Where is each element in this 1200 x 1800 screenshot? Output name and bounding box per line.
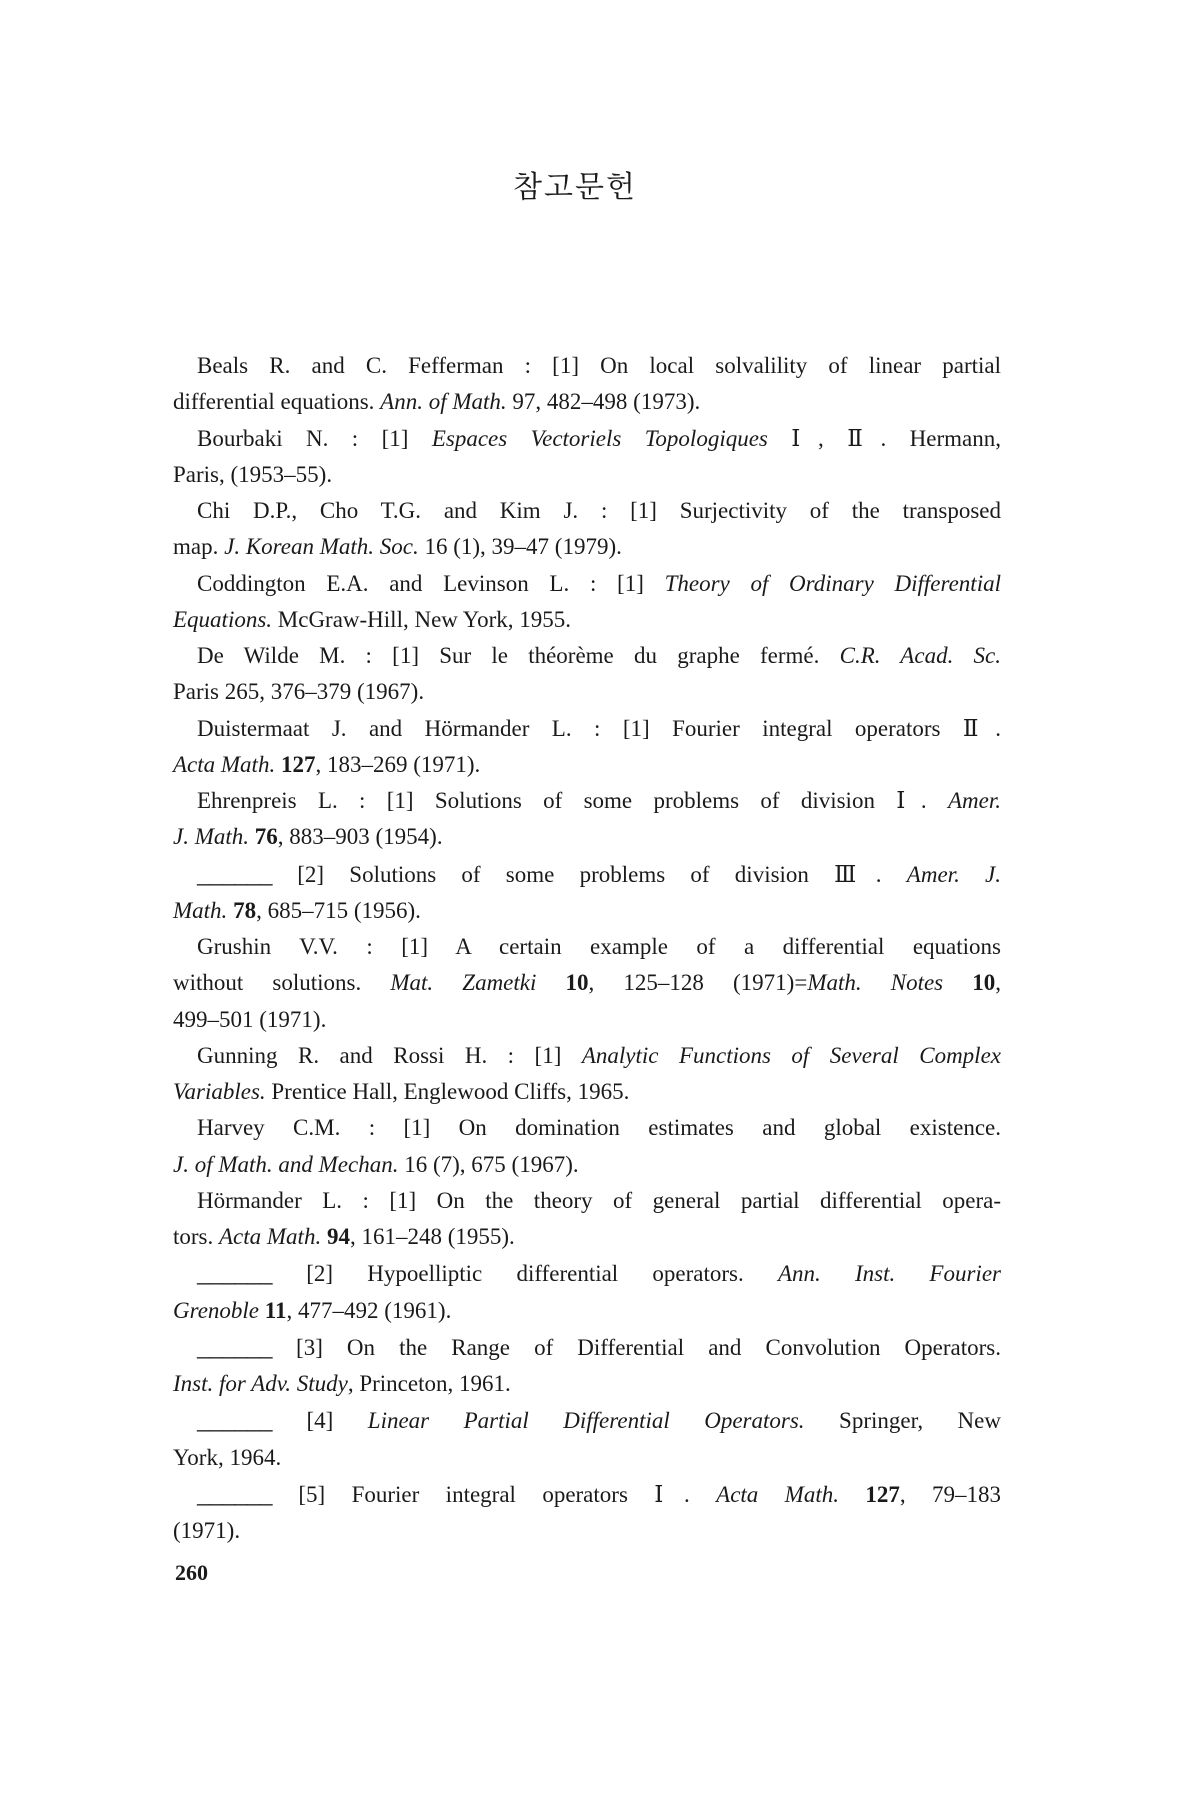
italic-text: Ann. of Math.: [380, 389, 507, 415]
reference-text: , 477–492 (1961).: [286, 1297, 452, 1323]
reference-text: , 183–269 (1971).: [315, 751, 481, 777]
reference-entry: [173, 856, 1001, 930]
volume-number: 127: [865, 1481, 900, 1507]
repeated-author-dash: ______: [197, 1478, 272, 1508]
reference-text: map.: [173, 534, 225, 560]
reference-text: Beals R. and C. Fefferman : [1] On local solvalility of linear partial: [197, 353, 1001, 378]
reference-entry: [173, 566, 1001, 639]
reference-text: [5] Fourier integral operators Ⅰ.: [272, 1481, 717, 1507]
volume-number: 11: [264, 1297, 287, 1323]
page-title: 참고문헌: [513, 171, 637, 204]
page-number: 260: [175, 1560, 208, 1585]
repeated-author-dash: ______: [197, 858, 272, 888]
italic-text: Ann. Inst. Fourier: [777, 1261, 1001, 1287]
reference-line: [173, 929, 1001, 965]
reference-line: [173, 529, 1001, 565]
reference-line: [173, 457, 1001, 493]
reference-text: , 883–903 (1954).: [277, 824, 443, 850]
reference-line: [173, 638, 1001, 674]
volume-number: 10: [565, 970, 589, 996]
reference-text: Prentice Hall, Englewood Cliffs, 1965.: [265, 1079, 630, 1104]
reference-text: Coddington E.A. and Levinson L. : [1]: [197, 570, 665, 596]
italic-text: Acta Math.: [716, 1481, 839, 1507]
reference-line: [173, 1183, 1001, 1219]
italic-text: Acta Math.: [219, 1224, 322, 1249]
repeated-author-dash: ______: [197, 1331, 272, 1361]
reference-text: [839, 1482, 865, 1507]
reference-line: [173, 1038, 1001, 1074]
reference-entry: [173, 1183, 1001, 1256]
italic-text: J. Korean Math. Soc.: [224, 534, 419, 560]
reference-text: , 161–248 (1955).: [349, 1224, 515, 1249]
volume-number: 76: [254, 824, 278, 850]
reference-entry: [173, 711, 1001, 784]
reference-line: [173, 493, 1001, 529]
reference-text: 16 (7), 675 (1967).: [398, 1151, 579, 1177]
reference-text: Springer, New: [804, 1408, 1001, 1434]
reference-entry: [173, 1402, 1001, 1476]
reference-line: [173, 1147, 1001, 1183]
italic-text: C.R. Acad. Sc.: [839, 643, 1001, 668]
repeated-author-dash: ______: [197, 1258, 272, 1288]
reference-line: [173, 1329, 1001, 1366]
reference-line: [173, 674, 1001, 710]
reference-text: Chi D.P., Cho T.G. and Kim J. : [1] Surjectivity of the transposed: [197, 498, 1001, 523]
reference-text: Duistermaat J. and Hörmander L. : [1] Fourier integral operators Ⅱ.: [197, 715, 1001, 741]
reference-text: [3] On the Range of Differential and Convolution Operators.: [272, 1334, 1001, 1360]
reference-text: [536, 970, 565, 995]
reference-line: [173, 1255, 1001, 1292]
reference-list: [173, 348, 1001, 1549]
reference-text: Paris 265, 376–379 (1967).: [173, 679, 425, 705]
reference-line: [173, 384, 1001, 420]
italic-text: Acta Math.: [173, 751, 276, 777]
reference-text: [2] Solutions of some problems of division Ⅲ.: [272, 861, 907, 887]
italic-text: Espaces Vectoriels Topologiques: [431, 425, 768, 451]
reference-entry: [173, 1038, 1001, 1111]
italic-text: Amer. J.: [906, 861, 1002, 887]
reference-entry: [173, 493, 1001, 566]
italic-text: Amer.: [947, 788, 1001, 813]
volume-number: 94: [326, 1224, 350, 1249]
italic-text: J. Math.: [173, 824, 250, 850]
reference-entry: [173, 638, 1001, 711]
italic-text: Linear Partial Differential Operators.: [367, 1408, 805, 1434]
reference-text: Bourbaki N. : [1]: [197, 425, 432, 451]
reference-entry: [173, 1476, 1001, 1550]
reference-line: [173, 856, 1001, 893]
reference-text: Grushin V.V. : [1] A certain example of a differential equations: [197, 934, 1001, 959]
reference-line: [173, 1074, 1001, 1110]
repeated-author-dash: ______: [197, 1405, 272, 1435]
reference-text: 499–501 (1971).: [173, 1006, 327, 1032]
reference-text: without solutions.: [173, 970, 391, 996]
reference-text: [4]: [272, 1408, 368, 1434]
italic-text: Analytic Functions of Several Complex: [581, 1042, 1001, 1068]
reference-text: Paris, (1953–55).: [173, 461, 333, 487]
reference-text: De Wilde M. : [1] Sur le théorème du graphe fermé.: [197, 643, 840, 668]
reference-text: tors.: [173, 1224, 219, 1249]
reference-text: [2] Hypoelliptic differential operators.: [272, 1261, 778, 1287]
reference-text: 97, 482–498 (1973).: [506, 389, 701, 415]
reference-text: , Princeton, 1961.: [347, 1371, 511, 1396]
reference-line: [173, 1366, 1001, 1402]
volume-number: 10: [972, 970, 996, 996]
reference-text: Gunning R. and Rossi H. : [1]: [197, 1042, 582, 1068]
reference-text: (1971).: [173, 1518, 241, 1543]
reference-text: , 79–183: [899, 1481, 1002, 1507]
italic-text: Equations.: [173, 606, 273, 632]
reference-entry: [173, 1110, 1001, 1183]
italic-text: Math. Notes: [807, 970, 944, 996]
italic-text: Theory of Ordinary Differential: [664, 570, 1001, 596]
italic-text: Variables.: [173, 1079, 266, 1104]
reference-text: York, 1964.: [173, 1444, 282, 1470]
reference-entry: [173, 421, 1001, 494]
italic-text: Mat. Zametki: [390, 970, 537, 996]
reference-line: [173, 1002, 1001, 1038]
italic-text: Grenoble: [173, 1297, 260, 1323]
reference-line: [173, 747, 1001, 783]
reference-text: Ehrenpreis L. : [1] Solutions of some problems of division Ⅰ.: [197, 788, 948, 813]
reference-line: [173, 602, 1001, 638]
reference-line: [173, 1219, 1001, 1255]
reference-text: [943, 970, 972, 995]
reference-entry: [173, 348, 1001, 421]
reference-line: [173, 1476, 1001, 1513]
reference-line: [173, 1402, 1001, 1439]
reference-text: , 685–715 (1956).: [256, 897, 421, 923]
reference-text: Harvey C.M. : [1] On domination estimates and global existence.: [197, 1115, 1001, 1141]
reference-line: [173, 1293, 1001, 1329]
reference-text: McGraw-Hill, New York, 1955.: [272, 606, 572, 632]
reference-text: , 125–128 (1971)=: [588, 970, 808, 996]
reference-text: differential equations.: [173, 389, 381, 415]
italic-text: J. of Math. and Mechan.: [173, 1151, 399, 1177]
reference-entry: [173, 1255, 1001, 1329]
reference-line: [173, 783, 1001, 819]
reference-line: [173, 893, 1001, 929]
reference-line: [173, 1110, 1001, 1146]
italic-text: Inst. for Adv. Study: [173, 1371, 348, 1396]
reference-line: [173, 965, 1001, 1001]
reference-line: [173, 1440, 1001, 1476]
reference-line: [173, 711, 1001, 747]
reference-entry: [173, 783, 1001, 856]
reference-entry: [173, 1329, 1001, 1403]
italic-text: Math.: [173, 897, 228, 923]
reference-line: [173, 566, 1001, 602]
reference-text: Ⅰ, Ⅱ. Hermann,: [767, 425, 1002, 451]
reference-line: [173, 421, 1001, 457]
reference-text: Hörmander L. : [1] On the theory of general partial differential opera-: [197, 1187, 1001, 1213]
reference-text: ,: [995, 970, 1001, 996]
reference-line: [173, 348, 1001, 384]
reference-line: [173, 819, 1001, 855]
reference-entry: [173, 929, 1001, 1038]
volume-number: 127: [280, 751, 316, 777]
volume-number: 78: [233, 897, 257, 923]
reference-text: 16 (1), 39–47 (1979).: [418, 534, 622, 560]
reference-line: [173, 1513, 1001, 1549]
